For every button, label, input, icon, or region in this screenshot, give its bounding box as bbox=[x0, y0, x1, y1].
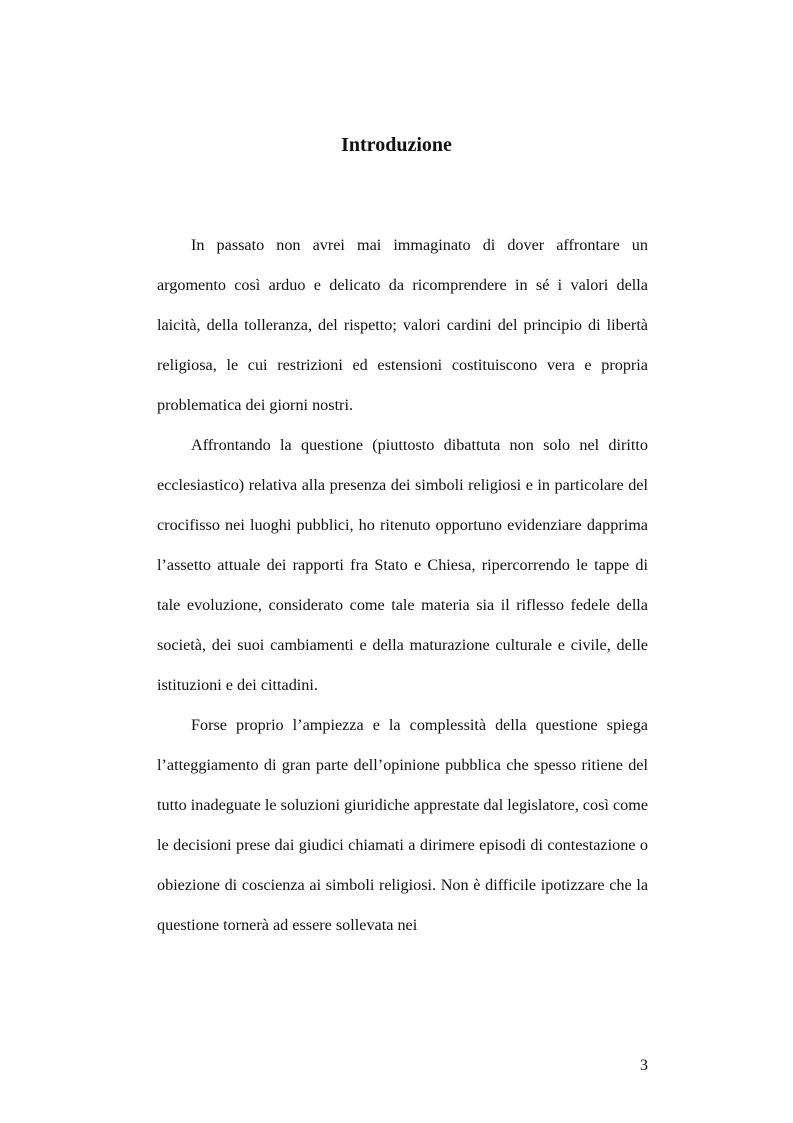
body-text bbox=[157, 225, 648, 945]
paragraph-1: In passato non avrei mai immaginato di dover affrontare un argomento così arduo e delicato da ricomprendere in sé i valori della laicità, della tolleranza, del rispetto; valori cardini del principio di libertà religiosa, le cui restrizioni ed estensioni costituiscono vera e propria problematica dei giorni nostri. bbox=[157, 236, 648, 414]
page-title: Introduzione bbox=[341, 134, 452, 156]
paragraph-3: Forse proprio l’ampiezza e la complessità della questione spiega l’atteggiamento di gran parte dell’opinione pubblica che spesso ritiene del tutto inadeguate le soluzioni giuridiche apprestate dal legislatore, così come le decisioni prese dai giudici chiamati a dirimere episodi di contestazione o obiezione di coscienza ai simboli religiosi. Non è difficile ipotizzare che la questione tornerà ad essere sollevata nei bbox=[157, 716, 648, 934]
page-number: 3 bbox=[640, 1057, 648, 1074]
paragraph-2: Affrontando la questione (piuttosto dibattuta non solo nel diritto ecclesiastico) relativa alla presenza dei simboli religiosi e in particolare del crocifisso nei luoghi pubblici, ho ritenuto opportuno evidenziare dapprima l’assetto attuale dei rapporti fra Stato e Chiesa, ripercorrendo le tappe di tale evoluzione, considerato come tale materia sia il riflesso fedele della società, dei suoi cambiamenti e della maturazione culturale e civile, delle istituzioni e dei cittadini. bbox=[157, 436, 648, 694]
